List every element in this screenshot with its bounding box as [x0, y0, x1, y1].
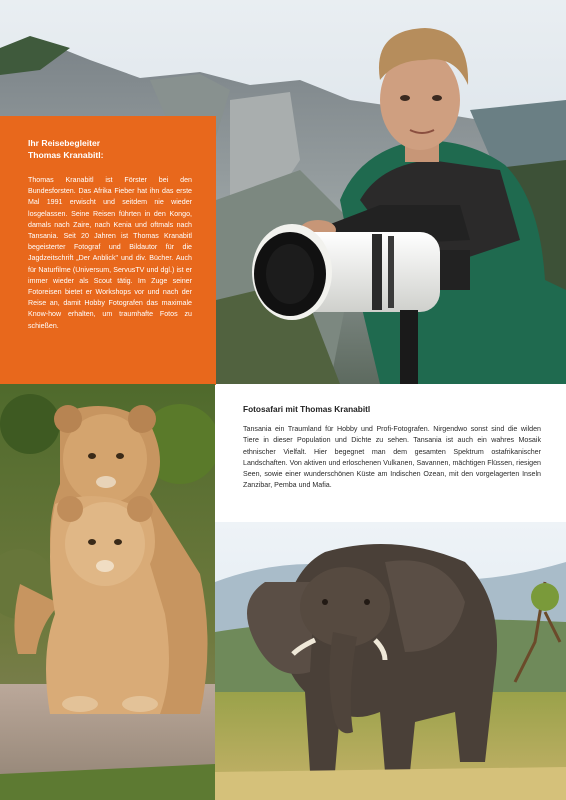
safari-text-column [243, 404, 541, 492]
guide-heading-line1: Ihr Reisebegleiter [28, 138, 101, 148]
guide-heading [28, 138, 192, 161]
safari-title: Fotosafari mit Thomas Kranabitl [243, 404, 371, 414]
guide-body-text: Thomas Kranabitl ist Förster bei den Bundesforsten. Das Afrika Fieber hat ihn das erste Mal 1991 erwischt und seitdem nie wieder losgelassen. Seine Reisen führten in den Kongo, damals nach Zaire, nach Kenia und oftmals nach Tansania. Seit 20 Jahren ist Thomas Kranabitl begeisterter Fotograf und Bildautor für die Jagdzeitschrift „Der Anblick" und div. Bücher. Auch für Naturfilme (Universum, ServusTV und dgl.) ist er immer wieder als Scout tätig. Im Zuge seiner Fotoreisen bietet er Workshops vor und nach der Reise an, damit Hobby Fotografen das maximale Know-how erhalten, um traumhafte Fotos zu schießen. [28, 176, 192, 330]
lion-cubs-photo [0, 384, 215, 800]
safari-body-text: Tansania ein Traumland für Hobby und Profi-Fotografen. Nirgendwo sonst sind die wilden Tiere in dieser Population und Dichte zu sehen. Tansania ist auch ein wahres Mosaik ethnischer Vielfalt. Hier begegnet man dem gesamten Spektrum ostafrikanischer Landschaften. Von aktiven und erloschenen Vulkanen, Savannen, mächtigen Flüssen, riesigen Seen, sowie einer wunderschönen Küste am Indischen Ozean, mit den vorgelagerten Inseln Zanzibar, Pemba und Mafia. [243, 425, 541, 490]
guide-info-box [0, 116, 216, 385]
guide-heading-line2: Thomas Kranabitl: [28, 149, 104, 160]
elephant-photo [215, 522, 566, 800]
